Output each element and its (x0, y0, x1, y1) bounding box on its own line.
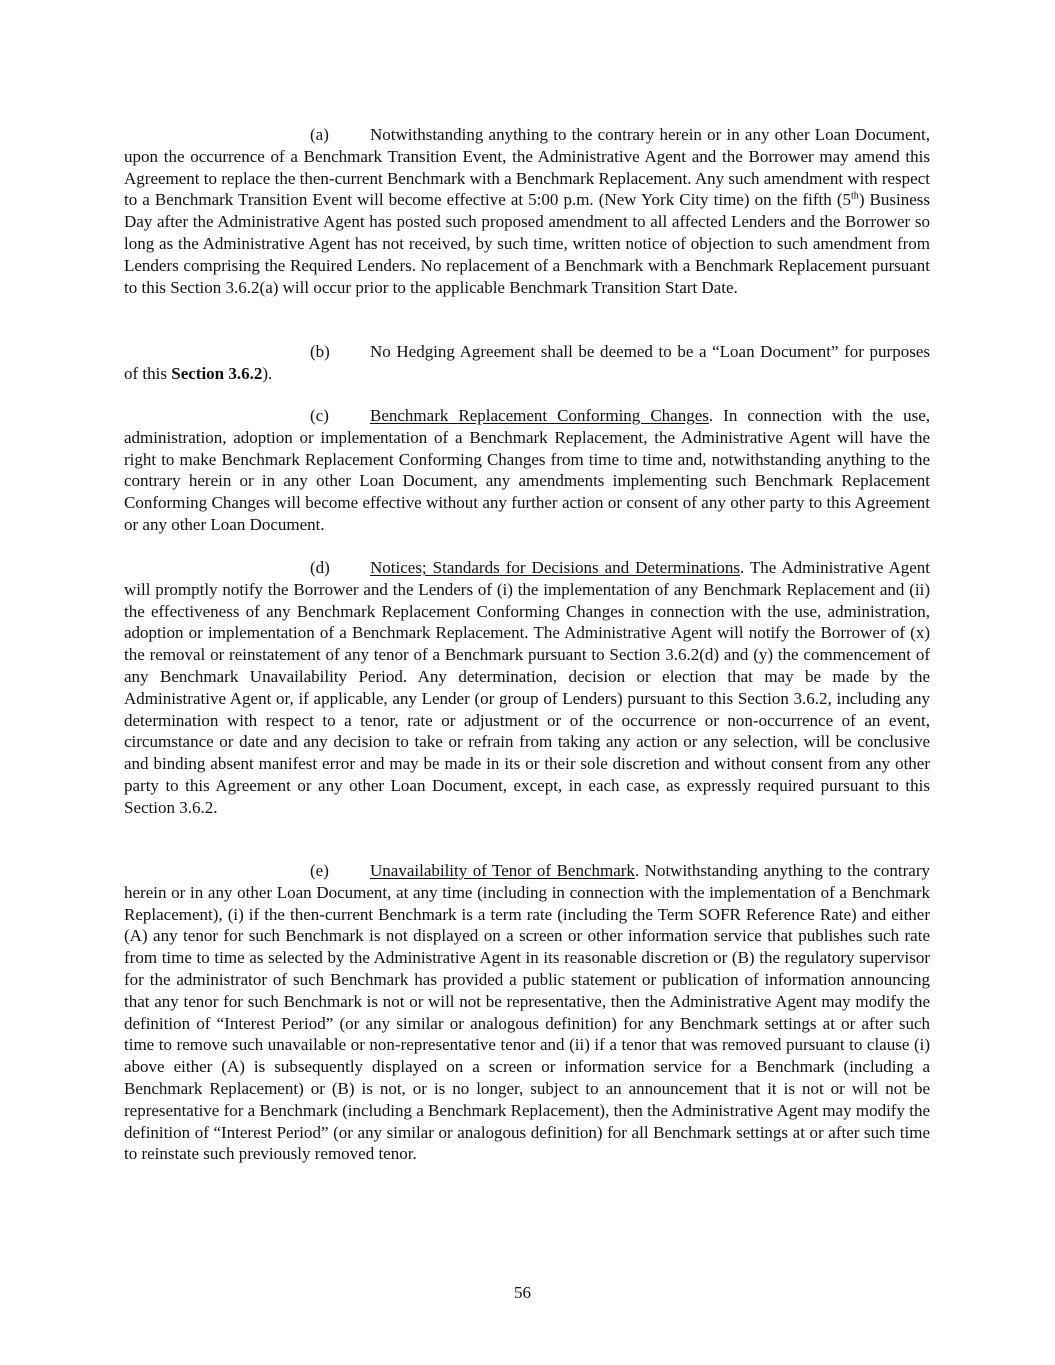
paragraph-c (124, 405, 930, 536)
paragraph-text: No Hedging Agreement shall be deemed to be a “Loan Document” for purposes of this (124, 342, 930, 383)
paragraph-a (124, 124, 930, 298)
paragraph-heading: Unavailability of Tenor of Benchmark (370, 861, 635, 880)
paragraph-marker: (b) (310, 342, 330, 361)
paragraph-text: . Notwithstanding anything to the contrary herein or in any other Loan Document, at any time (including in connection with the implementation of a Benchmark Replacement), (i) if the then-current Benchmark is a term rate (including the Term SOFR Reference Rate) and either (A) any tenor for such Benchmark is not displayed on a screen or other information service that publishes such rate from time to time as selected by the Administrative Agent in its reasonable discretion or (B) the regulatory supervisor for the administrator of such Benchmark has provided a public statement or publication of information announcing that any tenor for such Benchmark is not or will not be representative, then the Administrative Agent may modify the definition of “Interest Period” (or any similar or analogous definition) for any Benchmark settings at or after such time to remove such unavailable or non-representative tenor and (ii) if a tenor that was removed pursuant to clause (i) above either (A) is subsequently displayed on a screen or information service for a Benchmark (including a Benchmark Replacement) or (B) is not, or is no longer, subject to an announcement that it is not or will not be representative for a Benchmark (including a Benchmark Replacement), then the Administrative Agent may modify the definition of “Interest Period” (or any similar or analogous definition) for all Benchmark settings at or after such time to reinstate such previously removed tenor. (124, 861, 931, 1164)
paragraph-heading: Benchmark Replacement Conforming Changes (370, 406, 709, 425)
paragraph-text: ). (262, 363, 273, 383)
paragraph-marker: (e) (310, 861, 329, 880)
paragraph-text: ) Business Day after the Administrative Agent has posted such proposed amendment to all affected Lenders and the Borrower so long as the Administrative Agent has not received, by such time, written notice of objection to such amendment from Lenders comprising the Required Lenders. No replacement of a Benchmark with a Benchmark Replacement pursuant to this Section 3.6.2(a) will occur prior to the applicable Benchmark Transition Start Date. (124, 190, 931, 297)
paragraph-text: . In connection with the use, administration, adoption or implementation of a Benchmark Replacement, the Administrative Agent will have the right to make Benchmark Replacement Conforming Changes from time to time and, notwithstanding anything to the contrary herein or in any other Loan Document, any amendments implementing such Benchmark Replacement Conforming Changes will become effective without any further action or consent of any other party to this Agreement or any other Loan Document. (124, 406, 931, 534)
paragraph-marker: (c) (310, 406, 329, 425)
paragraph-text: . The Administrative Agent will promptly notify the Borrower and the Lenders of (i) the implementation of any Benchmark Replacement and (ii) the effectiveness of any Benchmark Replacement Conforming Changes in connection with the use, administration, adoption or implementation of a Benchmark Replacement. The Administrative Agent will notify the Borrower of (x) the removal or reinstatement of any tenor of a Benchmark pursuant to Section 3.6.2(d) and (y) the commencement of any Benchmark Unavailability Period. Any determination, decision or election that may be made by the Administrative Agent or, if applicable, any Lender (or group of Lenders) pursuant to this Section 3.6.2, including any determination with respect to a tenor, rate or adjustment or of the occurrence or non-occurrence of an event, circumstance or date and any decision to take or refrain from taking any action or any selection, will be conclusive and binding absent manifest error and may be made in its or their sole discretion and without consent from any other party to this Agreement or any other Loan Document, except, in each case, as expressly required pursuant to this Section 3.6.2. (124, 558, 930, 817)
section-reference: Section 3.6.2 (171, 363, 263, 383)
paragraph-text: Notwithstanding anything to the contrary herein or in any other Loan Document, upon the occurrence of a Benchmark Transition Event, the Administrative Agent and the Borrower may amend this Agreement to replace the then-current Benchmark with a Benchmark Replacement. Any such amendment with respect to a Benchmark Transition Event will become effective at 5:00 p.m. (New York City time) on the fifth (5 (124, 125, 930, 210)
paragraph-e (124, 860, 930, 1165)
paragraph-marker: (d) (310, 558, 330, 577)
paragraph-b (124, 341, 930, 385)
paragraph-marker: (a) (310, 125, 329, 144)
page-number: 56 (514, 1283, 531, 1302)
superscript: th (851, 190, 859, 202)
paragraph-d (124, 557, 930, 819)
paragraph-heading: Notices; Standards for Decisions and Determinations (370, 558, 740, 577)
